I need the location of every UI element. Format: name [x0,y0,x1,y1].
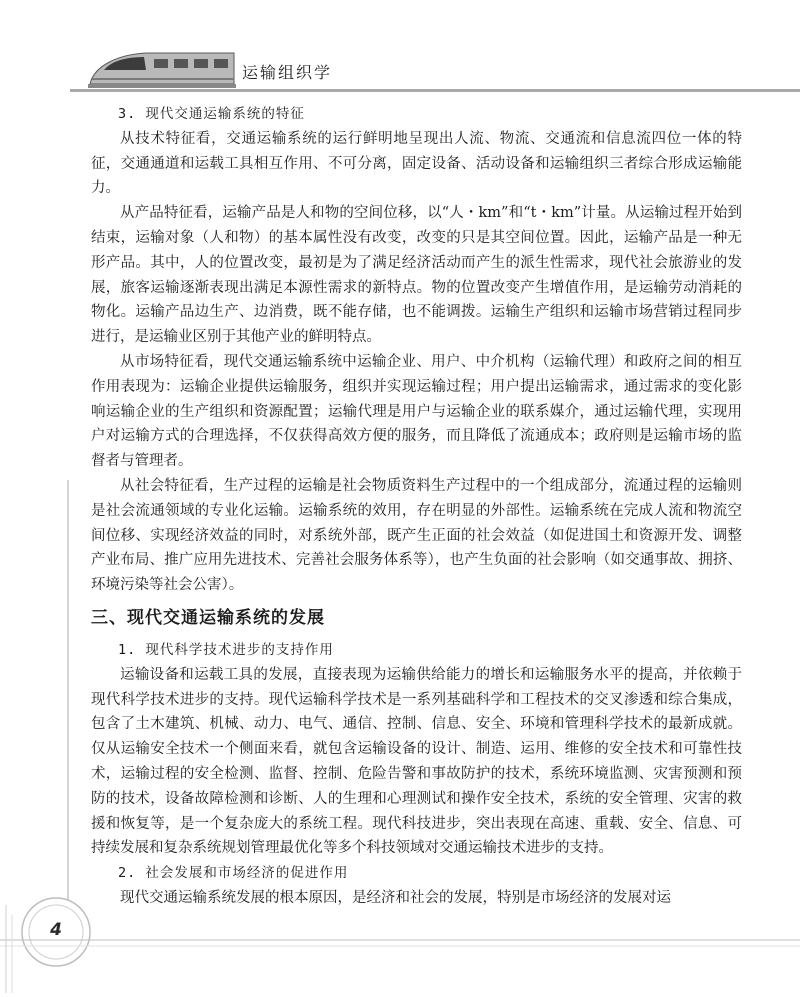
paragraph-technical-features: 从技术特征看，交通运输系统的运行鲜明地呈现出人流、物流、交通流和信息流四位一体的特征，交通通道和运载工具相互作用、不可分离，固定设备、活动设备和运输组织三者综合形成运输能力。 [91,130,742,197]
book-title: 运输组织学 [242,63,333,82]
page-header [70,44,800,90]
paragraph-product-features: 从产品特征看，运输产品是人和物的空间位移，以“人・km”和“t・km”计量。从运输过程开始到结束，运输对象（人和物）的基本属性没有改变，改变的只是其空间位置。因此，运输产品是一种无形产品。其中，人的位置改变，最初是为了满足经济活动而产生的派生性需求，现代社会旅游业的发展，旅客运输逐渐表现出满足本源性需求的新特点。物的位置改变产生增值作用，是运输劳动消耗的物化。运输产品边生产、边消费，既不能存储，也不能调拨。运输生产组织和运输市场营销过程同步进行，是运输业区别于其他产业的鲜明特点。 [91,205,742,346]
subsection-2-heading: 2. 社会发展和市场经济的促进作用 [118,865,349,882]
subsection-3-heading: 3. 现代交通运输系统的特征 [118,106,305,122]
train-icon [84,46,244,90]
page-number: 4 [50,920,62,940]
header-rule [70,89,800,92]
paragraph-tech-progress: 运输设备和运载工具的发展，直接表现为运输供给能力的增长和运输服务水平的提高，并依赖于现代科学技术进步的支持。现代运输科学技术是一系列基础科学和工程技术的交叉渗透和综合集成，包含了土木建筑、机械、动力、电气、通信、控制、信息、安全、环境和管理科学技术的最新成就。仅从运输安全技术一个侧面来看，就包含运输设备的设计、制造、运用、维修的安全技术和可靠性技术，运输过程的安全检测、监督、控制、危险告警和事故防护的技术，系统环境监测、灾害预测和预防的技术，设备故障检测和诊断、人的生理和心理测试和操作安全技术，系统的安全管理、灾害的救援和恢复等，是一个复杂庞大的系统工程。现代科技进步，突出表现在高速、重载、安全、信息、可持续发展和复杂系统规划管理最优化等多个科技领域对交通运输技术进步的支持。 [91,666,742,857]
paragraph-market-features: 从市场特征看，现代交通运输系统中运输企业、用户、中介机构（运输代理）和政府之间的相互作用表现为：运输企业提供运输服务，组织并实现运输过程；用户提出运输需求，通过需求的变化影响运输企业的生产组织和资源配置；运输代理是用户与运输企业的联系媒介，通过运输代理，实现用户对运输方式的合理选择，不仅获得高效方便的服务，而且降低了流通成本；政府则是运输市场的监督者与管理者。 [91,353,742,470]
subsection-1-heading: 1. 现代科学技术进步的支持作用 [118,641,334,658]
paragraph-social-market: 现代交通运输系统发展的根本原因，是经济和社会的发展，特别是市场经济的发展对运 [120,889,671,906]
paragraph-social-features: 从社会特征看，生产过程的运输是社会物质资料生产过程中的一个组成部分，流通过程的运输则是社会流通领域的专业化运输。运输系统的效用，存在明显的外部性。运输系统在完成人流和物流空间位移、实现经济效益的同时，对系统外部，既产生正面的社会效益（如促进国土和资源开发、调整产业布局、推广应用先进技术、完善社会服务体系等），也产生负面的社会影响（如交通事故、拥挤、环境污染等社会公害）。 [91,477,742,594]
page-number-ornament [0,860,800,993]
section-3-heading: 三、现代交通运输系统的发展 [91,607,325,628]
page-footer [0,860,800,993]
left-margin-rule [67,480,69,900]
page-content [91,102,742,911]
